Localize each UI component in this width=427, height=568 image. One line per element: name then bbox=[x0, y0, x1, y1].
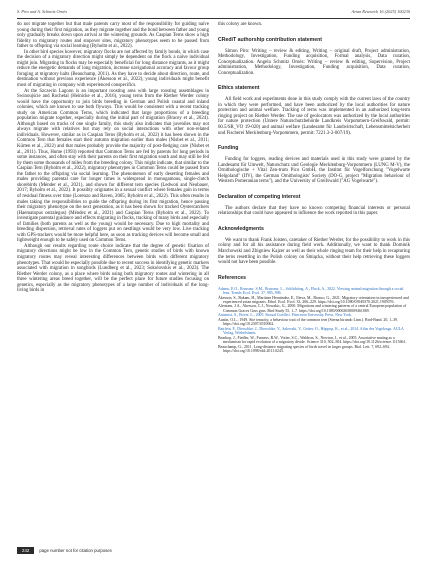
reference-item[interactable]: Antsmist, S., Bover, L., 2005. Sexual Conflict. Princeton University Press, New York. bbox=[218, 313, 352, 318]
funding-text: Funding for loggers, reading devices and materials used in this study were granted by the Landesamt für Umwelt, Naturschutz und Geologie Mecklenburg-Vorpommern (LUNG M-V), the Ornithologische + Vital Zen-trum Pico GmbH, the Institut für Vogelforschung "Vogelwarte Helgoland" (IfV), the German Ornithologists' Society (DO-G, project "Migration behaviour of Western Pomeranian terns"), and the University of Greifswald ("AG Vogelwarte"). bbox=[218, 157, 410, 185]
reference-item[interactable]: Bairlein, F., Dierschke, J., Dierschke, V., Salewski, V., Geiter, O., Hüppop, K., et al., 2014. Atlas des Vogelzugs. AULA Verlag, Wiebelsheim. bbox=[218, 326, 404, 336]
body-paragraph: Although our results regarding route choice indicate that the degree of genetic fixation of migratory directions might be low in the Common Tern, genetic studies of birds with known migratory routes may reveal interesting differences between birds with different migratory phenotypes. That would be especially possible due to recent success in identifying genetic markers associated with migration in songbirds (Lundberg et al., 2023; Sokolovskis et al., 2023). The Riether Werder colony, as a place where birds using both migratory routes and wintering in all three wintering areas breed together, will be the perfect place for future studies focusing on genetics, especially as the migratory phenotypes of a large number of individuals of the long-living birds in bbox=[17, 243, 209, 294]
acknowledgments-text: We want to thank Frank Joisten, caretaker of Riether Werder, for the possibility to work in this colony and for all his assistance during field work. Additionally, we want to thank Dominik Marchowski and Zbigniew Kajzer as well as their whole ringing team for their help in recapturing the terns resettling in the Polish colony on Śmiącka, without their help retrieving these loggers would not have been possible. bbox=[218, 237, 410, 266]
credit-heading: CRediT authorship contribution statement bbox=[218, 36, 323, 43]
body-paragraph: do not migrate together but that male parents carry most of the responsibility for guiding naïve young during their first migration, as they migrate together and the bond between father and young only gradually breaks down upon arrival at the wintering grounds. As Caspian Terns show a high fidelity to migratory routes and stopover sites, migratory phenotypes seem to be passed from father to offspring via social learning (Byholm et al., 2022). bbox=[17, 22, 209, 50]
right-column bbox=[218, 22, 410, 353]
funding-heading: Funding bbox=[218, 145, 239, 152]
reference-item[interactable]: Åkesson, S., Bakam, H., Martínez Hernández, E., Ilieva, M., Bianco, G., 2021. Migratory orientation in inexperienced and experienced avian migrants. Ethol. Ecol. Evol. 33, 206–229. https://doi.org/10.1080/03949370.2021.1905076. bbox=[218, 295, 409, 305]
left-column bbox=[17, 22, 209, 294]
header-journal: Avian Research 16 (2025) 100230 bbox=[351, 9, 410, 14]
reference-item[interactable]: Alerstam, J.A., Åkesson, C.J., Nowakic, G., 2000. Migrations and wintering patterns of a central European population of Common Graces Grus grus. Bird Study 55, 1–7. https://doi.org/10.1080/00063650009461069. bbox=[218, 304, 407, 313]
references-heading: References bbox=[218, 274, 246, 281]
header-rule bbox=[17, 18, 410, 19]
reference-item[interactable]: Adams, E.O., Brasseur, S.M., Brasseur, L., Schlichting, A., Fluck, A., 2022. Viewing animal migration through a social lens. Trends Ecol. Evol. 37, 985–996. bbox=[218, 286, 404, 296]
reference-list bbox=[218, 287, 410, 354]
continuation-text: this colony are known. bbox=[218, 22, 263, 27]
header-authors: S. Piro and A. Schmitz Ornés bbox=[17, 9, 68, 14]
ethics-heading: Ethics statement bbox=[218, 85, 260, 92]
acknowledgments-heading: Acknowledgments bbox=[218, 225, 264, 232]
reference-item[interactable]: Bearhop, J., Fiedler, W., Furness, R.W., Votier, S.C., Waldron, S., Newton, J., et al., 2005. Assortative mating as a mechanism for rapid evolution of a migratory divide. Science 310, 502–504. https://doi.org/10.1126/science.1115661. bbox=[218, 335, 407, 345]
page-number: 242 bbox=[17, 547, 34, 554]
competing-interest-heading: Declaration of competing interest bbox=[218, 193, 301, 200]
running-header bbox=[17, 9, 410, 17]
page-note: page number not for citation purposes bbox=[39, 548, 112, 553]
body-paragraph: In other bird species however, migratory flocks are not affected by family bonds, in which case the decision of a migratory direction might simply be dependent on the flock a naïve individual might join. Migrating in flocks may be especially beneficial for long distance migrants, as it might reduce the energetic demands of long migration, increase navigational accuracy and favour group foraging at migratory halts (Beauchamp, 2011). As they have to decide about direction, route, and destination without previous experience (Åkesson et al., 2022), young individuals might benefit most of migrating in company with experienced conspecifics. bbox=[17, 49, 209, 89]
body-paragraph: At the Szczecin Lagoon is an important roosting area with large roosting assemblages in Swinoujście and Rochetal (Heinicke et al., 2016), young terns from the Riether Werder colony would have the opportunity to join birds breeding in German and Polish coastal and inland colonies, which are known to use both flyways. This would be consistent with a recent tracking study on American Common Terns, which indicated that large proportions of a breeding population migrate together, especially during the initial part of migration (Bracey et al., 2024). Although based on tracks of one single family, this study also indicates that juveniles may not always migrate with relatives but may rely on social interactions with other non-related individuals. However, similar as in Caspian Terns (Byholm et al., 2022) it has been shown in the Common Tern that females start their autumn migration earlier than males (Nisbet et al., 2011; Kürten et al., 2022) and that males probably provide the majority of post-fledging care (Nisbet et al., 2011). Thus, Hume (1993) reported that Common Terns are fed by parents for long periods in some instances, and often stay with their parents on their first migration south and may still be fed by them some thousands of miles from the breeding colony. This might indicate, that similar to the Caspian Tern (Byholm et al., 2022), migratory phenotypes in Common Terns could be passed from the father to the offspring via social learning. The phenomenon of early deserting females and males providing parental care for longer times is widespread in monogamous, single-clutch shorebirds (Ménder et al., 2021), and shown for different tern species (Ledwoń and Neubauer, 2017; Byholm et al., 2022). It possibly originates in a sexual conflict where females gain in terms of residual fitness over time (Lorenzo and Raven, 2005; Byholm et al., 2022). This often results in males taking the responsibilities to guide the offspring during its first migration, hence passing their migratory phenotype on the next generation, as it has been shown for tracked Oystercatchers (Haematopus ostralegus) (Méndez et al., 2021) and Caspian Terns (Byholm et al., 2022). To investigate parental guidance and effects migrating in flocks, tracking of many birds and especially of families (both parents as well as the young) would be necessary. Due to high mortality and breeding dispersion, retrieval rates of loggers put on nestlings would be very low. Live tracking with GPS-trackers would be more helpful here, as soon as tracking devices will become small and lightweight enough to be safely used on Common Terns. bbox=[17, 88, 209, 244]
reference-item[interactable]: Beauchamp, G., 2011. Long-distance migrating species of birds travel in larger groups. Biol. Lett. 7, 692–694. https://doi.org/10.1098/rsbl.2011.0243. bbox=[218, 344, 390, 354]
ethics-text: All field work and experiments done in this study comply with the current laws of the country in which they were performed, and have been authorized by the local authorities for nature protection and animal welfare. Tracking of terns was implemented in an authorized long-term ringing project on Riether Werder. The use of geolocators was authorized by the local authorities for nature protection (Untere Naturschutzbehörde Landkreis Vorpommern-Greifswald, permit: 60.5/SR_VO 19-020) and animal welfare (Landesamt für Landwirtschaft, Lebensmittelsicherheit und Fischerei Mecklenburg-Vorpommern, permit: 7221.3-2-007/19). bbox=[218, 97, 410, 136]
reference-item[interactable]: Austin, O.L., 1949. Site tenacity, a behaviour trait of the common tern (Sterna hirundo Linn.). Bird-Band. 20, 1–39. https://doi.org/10.2307/4510062. bbox=[218, 317, 398, 327]
competing-interest-text: The authors declare that they have no known competing financial interests or personal relationships that could have appeared to influence the work reported in this paper. bbox=[218, 205, 410, 217]
page-footer bbox=[17, 547, 112, 554]
credit-text: Simon Piro: Writing – review & editing, Writing – original draft, Project administration, Methodology, Investigation, Funding acquisition, Formal analysis, Data curation, Conceptualization. Angela Schmitz Ornés: Writing – review & editing, Supervision, Project administration, Methodology, Investigation, Funding acquisition, Data curation, Conceptualization. bbox=[218, 48, 410, 76]
